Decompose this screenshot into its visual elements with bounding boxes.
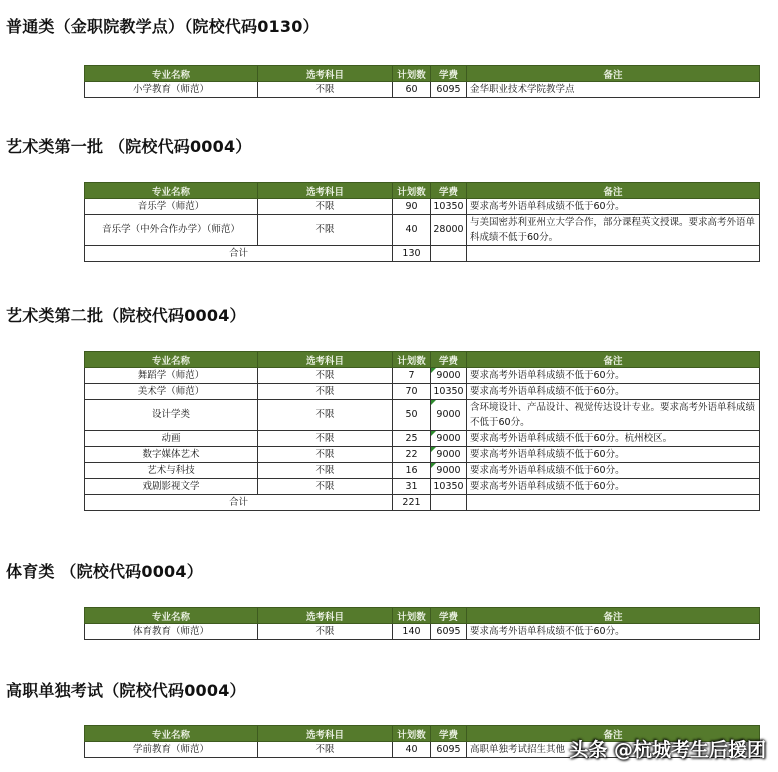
subject-req: 不限	[258, 742, 393, 758]
tuition: 10350	[431, 479, 467, 495]
table-row	[85, 431, 760, 447]
plan-count: 50	[393, 400, 431, 431]
tuition: 6095	[431, 624, 467, 640]
header-note: 备注	[467, 352, 760, 368]
header-plan: 计划数	[393, 608, 431, 624]
total-row	[85, 495, 760, 511]
header-note: 备注	[467, 726, 760, 742]
header-name: 专业名称	[85, 608, 258, 624]
section-title: 艺术类第一批 （院校代码0004）	[6, 137, 252, 156]
major-name: 艺术与科技	[85, 463, 258, 479]
subject-req: 不限	[258, 624, 393, 640]
plan-count: 60	[393, 82, 431, 98]
note: 要求高考外语单科成绩不低于60分。杭州校区。	[467, 431, 760, 447]
total-plan: 221	[393, 495, 431, 511]
table-header-row	[85, 183, 760, 199]
tuition: 9000	[431, 463, 467, 479]
subject-req: 不限	[258, 215, 393, 246]
empty-cell	[431, 246, 467, 262]
plan-count: 22	[393, 447, 431, 463]
tuition: 10350	[431, 199, 467, 215]
table-row	[85, 82, 760, 98]
subject-req: 不限	[258, 463, 393, 479]
empty-cell	[431, 495, 467, 511]
note: 要求高考外语单科成绩不低于60分。	[467, 447, 760, 463]
major-name: 数字媒体艺术	[85, 447, 258, 463]
header-name: 专业名称	[85, 352, 258, 368]
watermark: 头条 @杭城考生后援团	[569, 739, 766, 761]
note: 要求高考外语单科成绩不低于60分。	[467, 624, 760, 640]
header-name: 专业名称	[85, 66, 258, 82]
tuition: 9000	[431, 368, 467, 384]
header-fee: 学费	[431, 608, 467, 624]
header-plan: 计划数	[393, 726, 431, 742]
tuition: 28000	[431, 215, 467, 246]
header-name: 专业名称	[85, 183, 258, 199]
header-note: 备注	[467, 66, 760, 82]
header-subject: 选考科目	[258, 352, 393, 368]
tuition: 9000	[431, 400, 467, 431]
plan-count: 40	[393, 742, 431, 758]
table-row	[85, 479, 760, 495]
header-name: 专业名称	[85, 726, 258, 742]
plan-count: 7	[393, 368, 431, 384]
header-plan: 计划数	[393, 66, 431, 82]
plan-count: 31	[393, 479, 431, 495]
note: 要求高考外语单科成绩不低于60分。	[467, 384, 760, 400]
total-label: 合计	[85, 495, 393, 511]
major-name: 美术学（师范）	[85, 384, 258, 400]
major-name: 音乐学（中外合作办学）（师范）	[85, 215, 258, 246]
header-note: 备注	[467, 183, 760, 199]
header-subject: 选考科目	[258, 608, 393, 624]
major-name: 小学教育（师范）	[85, 82, 258, 98]
header-fee: 学费	[431, 352, 467, 368]
tuition: 10350	[431, 384, 467, 400]
note: 金华职业技术学院教学点	[467, 82, 760, 98]
subject-req: 不限	[258, 479, 393, 495]
plan-count: 140	[393, 624, 431, 640]
note: 要求高考外语单科成绩不低于60分。	[467, 463, 760, 479]
admission-table	[84, 607, 760, 640]
header-subject: 选考科目	[258, 66, 393, 82]
total-plan: 130	[393, 246, 431, 262]
admission-table	[84, 351, 760, 511]
table-header-row	[85, 352, 760, 368]
tuition: 9000	[431, 431, 467, 447]
plan-count: 90	[393, 199, 431, 215]
note: 与美国密苏利亚州立大学合作，部分课程英文授课。要求高考外语单科成绩不低于60分。	[467, 215, 760, 246]
note: 要求高考外语单科成绩不低于60分。	[467, 368, 760, 384]
plan-count: 16	[393, 463, 431, 479]
header-subject: 选考科目	[258, 726, 393, 742]
header-subject: 选考科目	[258, 183, 393, 199]
empty-cell	[467, 495, 760, 511]
section-title: 体育类 （院校代码0004）	[6, 562, 203, 581]
table-row	[85, 463, 760, 479]
tuition: 9000	[431, 447, 467, 463]
major-name: 戏剧影视文学	[85, 479, 258, 495]
header-note: 备注	[467, 608, 760, 624]
section-title: 高职单独考试（院校代码0004）	[6, 681, 246, 700]
note: 要求高考外语单科成绩不低于60分。	[467, 199, 760, 215]
header-plan: 计划数	[393, 352, 431, 368]
subject-req: 不限	[258, 199, 393, 215]
tuition: 6095	[431, 742, 467, 758]
major-name: 舞蹈学（师范）	[85, 368, 258, 384]
table-row	[85, 199, 760, 215]
subject-req: 不限	[258, 384, 393, 400]
plan-count: 25	[393, 431, 431, 447]
plan-count: 40	[393, 215, 431, 246]
header-fee: 学费	[431, 726, 467, 742]
empty-cell	[467, 246, 760, 262]
major-name: 设计学类	[85, 400, 258, 431]
section-title: 艺术类第二批（院校代码0004）	[6, 306, 246, 325]
total-label: 合计	[85, 246, 393, 262]
note: 含环境设计、产品设计、视觉传达设计专业。要求高考外语单科成绩不低于60分。	[467, 400, 760, 431]
table-row	[85, 368, 760, 384]
major-name: 动画	[85, 431, 258, 447]
tuition: 6095	[431, 82, 467, 98]
note: 高职单独考试招生其他	[467, 742, 760, 758]
header-plan: 计划数	[393, 183, 431, 199]
major-name: 学前教育（师范）	[85, 742, 258, 758]
table-row	[85, 447, 760, 463]
subject-req: 不限	[258, 82, 393, 98]
table-header-row	[85, 608, 760, 624]
subject-req: 不限	[258, 431, 393, 447]
total-row	[85, 246, 760, 262]
header-fee: 学费	[431, 183, 467, 199]
admission-table	[84, 65, 760, 98]
table-row	[85, 624, 760, 640]
table-row	[85, 400, 760, 431]
note: 要求高考外语单科成绩不低于60分。	[467, 479, 760, 495]
header-fee: 学费	[431, 66, 467, 82]
table-header-row	[85, 66, 760, 82]
major-name: 体育教育（师范）	[85, 624, 258, 640]
subject-req: 不限	[258, 368, 393, 384]
subject-req: 不限	[258, 400, 393, 431]
subject-req: 不限	[258, 447, 393, 463]
plan-count: 70	[393, 384, 431, 400]
section-title: 普通类（金职院教学点）（院校代码0130）	[6, 17, 319, 36]
table-row	[85, 384, 760, 400]
admission-table	[84, 182, 760, 262]
major-name: 音乐学（师范）	[85, 199, 258, 215]
table-row	[85, 215, 760, 246]
